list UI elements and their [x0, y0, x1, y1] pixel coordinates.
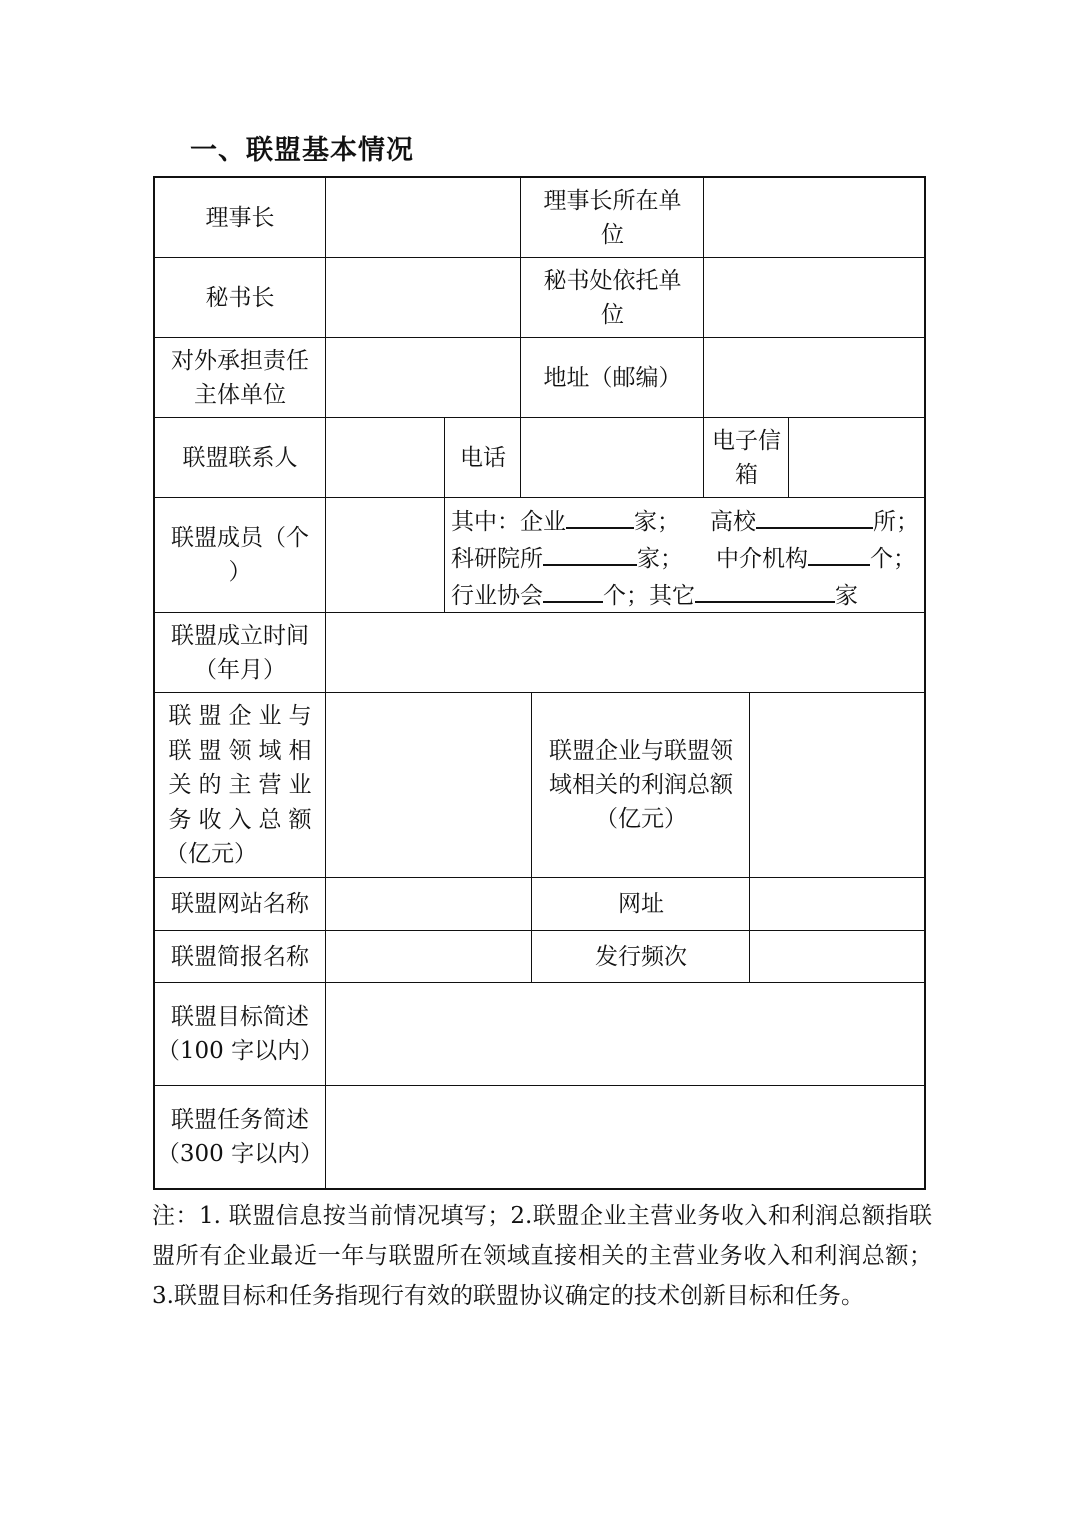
association-count-blank[interactable]	[543, 577, 603, 603]
founded-label	[155, 613, 325, 692]
label-char: 务	[168, 806, 192, 833]
chairman-unit-label	[522, 178, 703, 257]
institute-label: 科研院所	[451, 546, 543, 572]
address-label	[522, 338, 703, 417]
association-label: 行业协会	[451, 583, 543, 609]
profit-label	[533, 693, 749, 877]
bulletin-name-label-text: 联盟简报名称	[171, 943, 309, 970]
label-char: 额	[288, 806, 312, 833]
page-title: 一、联盟基本情况	[190, 135, 414, 166]
label-char: 主	[228, 772, 252, 798]
label-line: （100 字以内）	[156, 1038, 324, 1064]
label-line: 秘书处依托单	[543, 267, 682, 294]
revenue-label	[155, 693, 325, 877]
bulletin-freq-label	[533, 931, 749, 982]
label-line: 主体单位	[194, 381, 286, 408]
col-divider	[788, 417, 789, 498]
label-line: 联盟目标简述	[171, 1004, 309, 1030]
enterprise-label: 其中：企业	[451, 509, 566, 535]
label-char: 营	[258, 772, 282, 798]
members-total-value[interactable]	[327, 498, 444, 612]
revenue-value[interactable]	[327, 693, 531, 877]
label-line: （亿元）	[595, 806, 687, 832]
members-line-1	[451, 503, 923, 540]
agency-unit: 个；	[870, 546, 916, 572]
col-divider	[703, 176, 704, 418]
address-value[interactable]	[705, 338, 924, 417]
members-label	[155, 498, 325, 612]
label-line: 对外承担责任	[171, 347, 309, 374]
college-unit: 所；	[873, 509, 919, 535]
col-divider	[444, 417, 445, 613]
label-line: 箱	[735, 461, 758, 488]
label-char: 域	[258, 737, 282, 764]
members-breakdown	[451, 503, 923, 614]
col-divider	[749, 692, 750, 983]
institute-unit: 家；	[637, 546, 683, 572]
responsible-unit-label	[155, 338, 325, 417]
col-divider	[703, 417, 704, 498]
task-label	[155, 1086, 325, 1188]
agency-label: 中介机构	[716, 546, 808, 572]
website-url-label-text: 网址	[618, 891, 664, 917]
contact-value[interactable]	[327, 418, 444, 497]
secretariat-unit-label	[522, 258, 703, 337]
email-value[interactable]	[790, 418, 924, 497]
goal-value[interactable]	[327, 983, 924, 1085]
agency-count-blank[interactable]	[808, 540, 870, 566]
label-line: 联盟成员（个	[171, 525, 309, 551]
label-char: 联	[168, 703, 192, 729]
label-char: 关	[168, 772, 192, 798]
col-divider	[531, 692, 532, 983]
label-line: 联盟任务简述	[171, 1107, 309, 1133]
label-char: 业	[258, 703, 282, 729]
label-line: ）	[228, 559, 252, 585]
secretary-label-text: 秘书长	[205, 284, 275, 311]
bulletin-name-value[interactable]	[327, 931, 531, 982]
label-line: （300 字以内）	[156, 1141, 324, 1167]
bulletin-name-label	[155, 931, 325, 982]
bulletin-freq-label-text: 发行频次	[595, 943, 687, 970]
enterprise-count-blank[interactable]	[566, 503, 634, 529]
other-count-blank[interactable]	[695, 577, 835, 603]
notes-paragraph: 注：1. 联盟信息按当前情况填写；2.联盟企业主营业务收入和利润总额指联盟所有企业最近一年与联盟所在领域直接相关的主营业务收入和利润总额；3.联盟目标和任务指现行有效的联盟协议确定的技术创新目标和任务。	[152, 1203, 932, 1309]
revenue-label-grid	[165, 699, 315, 837]
website-url-value[interactable]	[751, 878, 924, 930]
col-divider	[520, 176, 521, 418]
email-label	[705, 418, 788, 497]
label-char: 业	[288, 772, 312, 798]
label-char: 企	[228, 703, 252, 729]
phone-label-text: 电话	[460, 444, 506, 471]
label-char: 收	[198, 806, 222, 833]
website-name-label-text: 联盟网站名称	[171, 891, 309, 917]
label-char: 入	[228, 806, 252, 833]
college-label: 高校	[710, 509, 756, 535]
secretariat-unit-value[interactable]	[705, 258, 924, 337]
responsible-unit-value[interactable]	[327, 338, 520, 417]
label-line: 域相关的利润总额	[549, 772, 733, 798]
contact-label-text: 联盟联系人	[182, 444, 298, 471]
label-line: 理事长所在单	[543, 187, 682, 214]
label-char: 的	[198, 772, 222, 798]
goal-label	[155, 983, 325, 1085]
label-char: 与	[288, 703, 312, 729]
institute-count-blank[interactable]	[543, 540, 637, 566]
label-line: 联盟企业与联盟领	[549, 738, 733, 764]
phone-value[interactable]	[522, 418, 703, 497]
enterprise-unit: 家；	[634, 509, 680, 535]
association-unit: 个；其它	[603, 583, 695, 609]
label-char: 领	[228, 737, 252, 764]
other-unit: 家	[835, 583, 858, 609]
founded-value[interactable]	[327, 613, 924, 692]
address-label-text: 地址（邮编）	[543, 364, 682, 391]
col-divider	[520, 417, 521, 498]
secretary-label	[155, 258, 325, 337]
chairman-label	[155, 178, 325, 257]
chairman-value[interactable]	[327, 178, 520, 257]
label-line: （年月）	[194, 656, 286, 683]
website-name-value[interactable]	[327, 878, 531, 930]
members-line-2	[451, 540, 923, 577]
members-line-3	[451, 577, 923, 614]
label-char: 总	[258, 806, 282, 833]
label-line: 电子信	[712, 427, 781, 454]
col-divider	[325, 176, 326, 1190]
secretary-value[interactable]	[327, 258, 520, 337]
profit-value[interactable]	[751, 693, 924, 877]
label-char: 联	[168, 737, 192, 764]
contact-label	[155, 418, 325, 497]
chairman-unit-value[interactable]	[705, 178, 924, 257]
task-value[interactable]	[327, 1086, 924, 1188]
label-char: 相	[288, 737, 312, 764]
label-char: 盟	[198, 703, 222, 729]
website-url-label	[533, 878, 749, 930]
chairman-label-text: 理事长	[205, 204, 275, 231]
phone-label	[446, 418, 520, 497]
website-name-label	[155, 878, 325, 930]
label-line: 位	[601, 221, 624, 248]
label-line: 联盟成立时间	[171, 622, 309, 649]
revenue-label-unit: （亿元）	[165, 841, 257, 867]
bulletin-freq-value[interactable]	[751, 931, 924, 982]
label-line: 位	[601, 301, 624, 328]
college-count-blank[interactable]	[756, 503, 873, 529]
label-char: 盟	[198, 737, 222, 764]
